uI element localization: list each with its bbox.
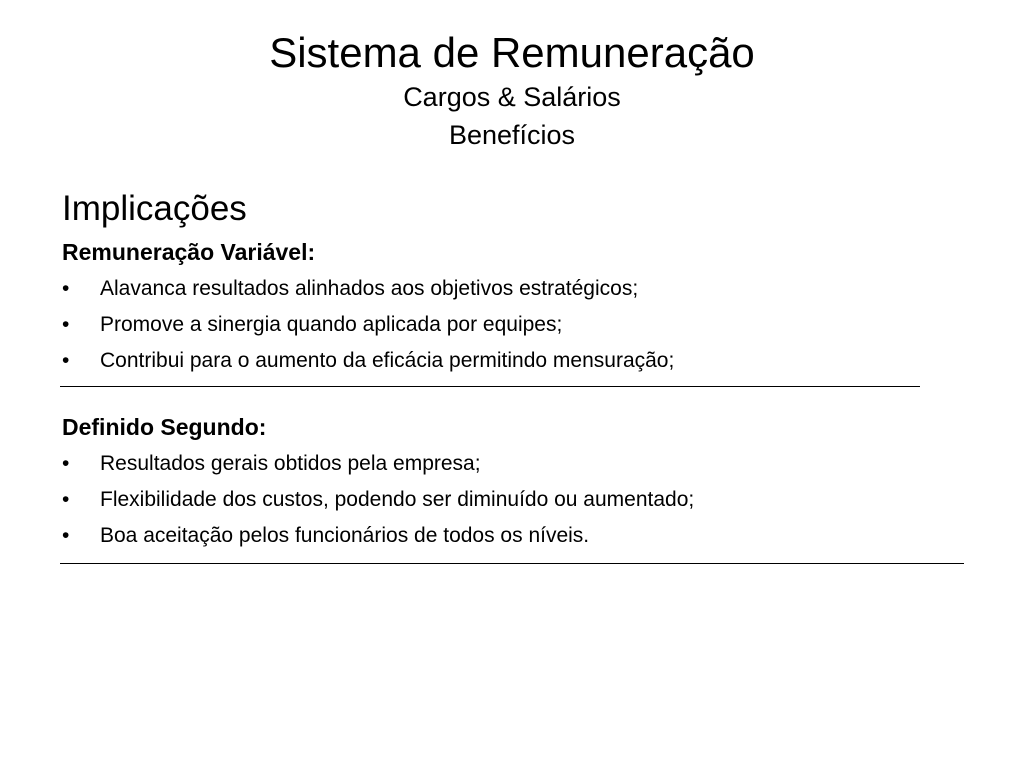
divider-line <box>60 386 920 387</box>
group-title-remuneracao-variavel: Remuneração Variável: <box>62 239 316 265</box>
bullet-icon: • <box>62 452 70 475</box>
section-heading: Implicações <box>62 189 247 228</box>
list-item <box>62 485 982 515</box>
list-item-text: Boa aceitação pelos funcionários de todos os níveis. <box>100 524 590 547</box>
page-title: Sistema de Remuneração <box>269 29 755 76</box>
list-item-text: Contribui para o aumento da eficácia permitindo mensuração; <box>100 349 675 372</box>
content-area <box>62 186 982 564</box>
list-item-text: Flexibilidade dos custos, podendo ser diminuído ou aumentado; <box>100 488 695 511</box>
divider-line <box>60 563 964 564</box>
list-item <box>62 310 982 340</box>
bullet-icon: • <box>62 488 70 511</box>
list-item <box>62 274 982 304</box>
list-item-text: Alavanca resultados alinhados aos objetivos estratégicos; <box>100 277 639 300</box>
page-subtitle-cargos: Cargos & Salários <box>403 82 621 112</box>
bullet-icon: • <box>62 524 70 547</box>
list-item <box>62 521 982 551</box>
bullet-list-definido-segundo <box>62 449 982 551</box>
list-item-text: Resultados gerais obtidos pela empresa; <box>100 452 481 475</box>
bullet-icon: • <box>62 277 70 300</box>
title-block <box>0 28 1024 154</box>
list-item <box>62 449 982 479</box>
page-subtitle-beneficios: Benefícios <box>448 120 576 150</box>
bullet-icon: • <box>62 313 70 336</box>
bullet-icon: • <box>62 349 70 372</box>
bullet-list-remuneracao-variavel <box>62 274 982 376</box>
list-item <box>62 346 982 376</box>
group-title-definido-segundo: Definido Segundo: <box>62 414 267 440</box>
list-item-text: Promove a sinergia quando aplicada por equipes; <box>100 313 563 336</box>
